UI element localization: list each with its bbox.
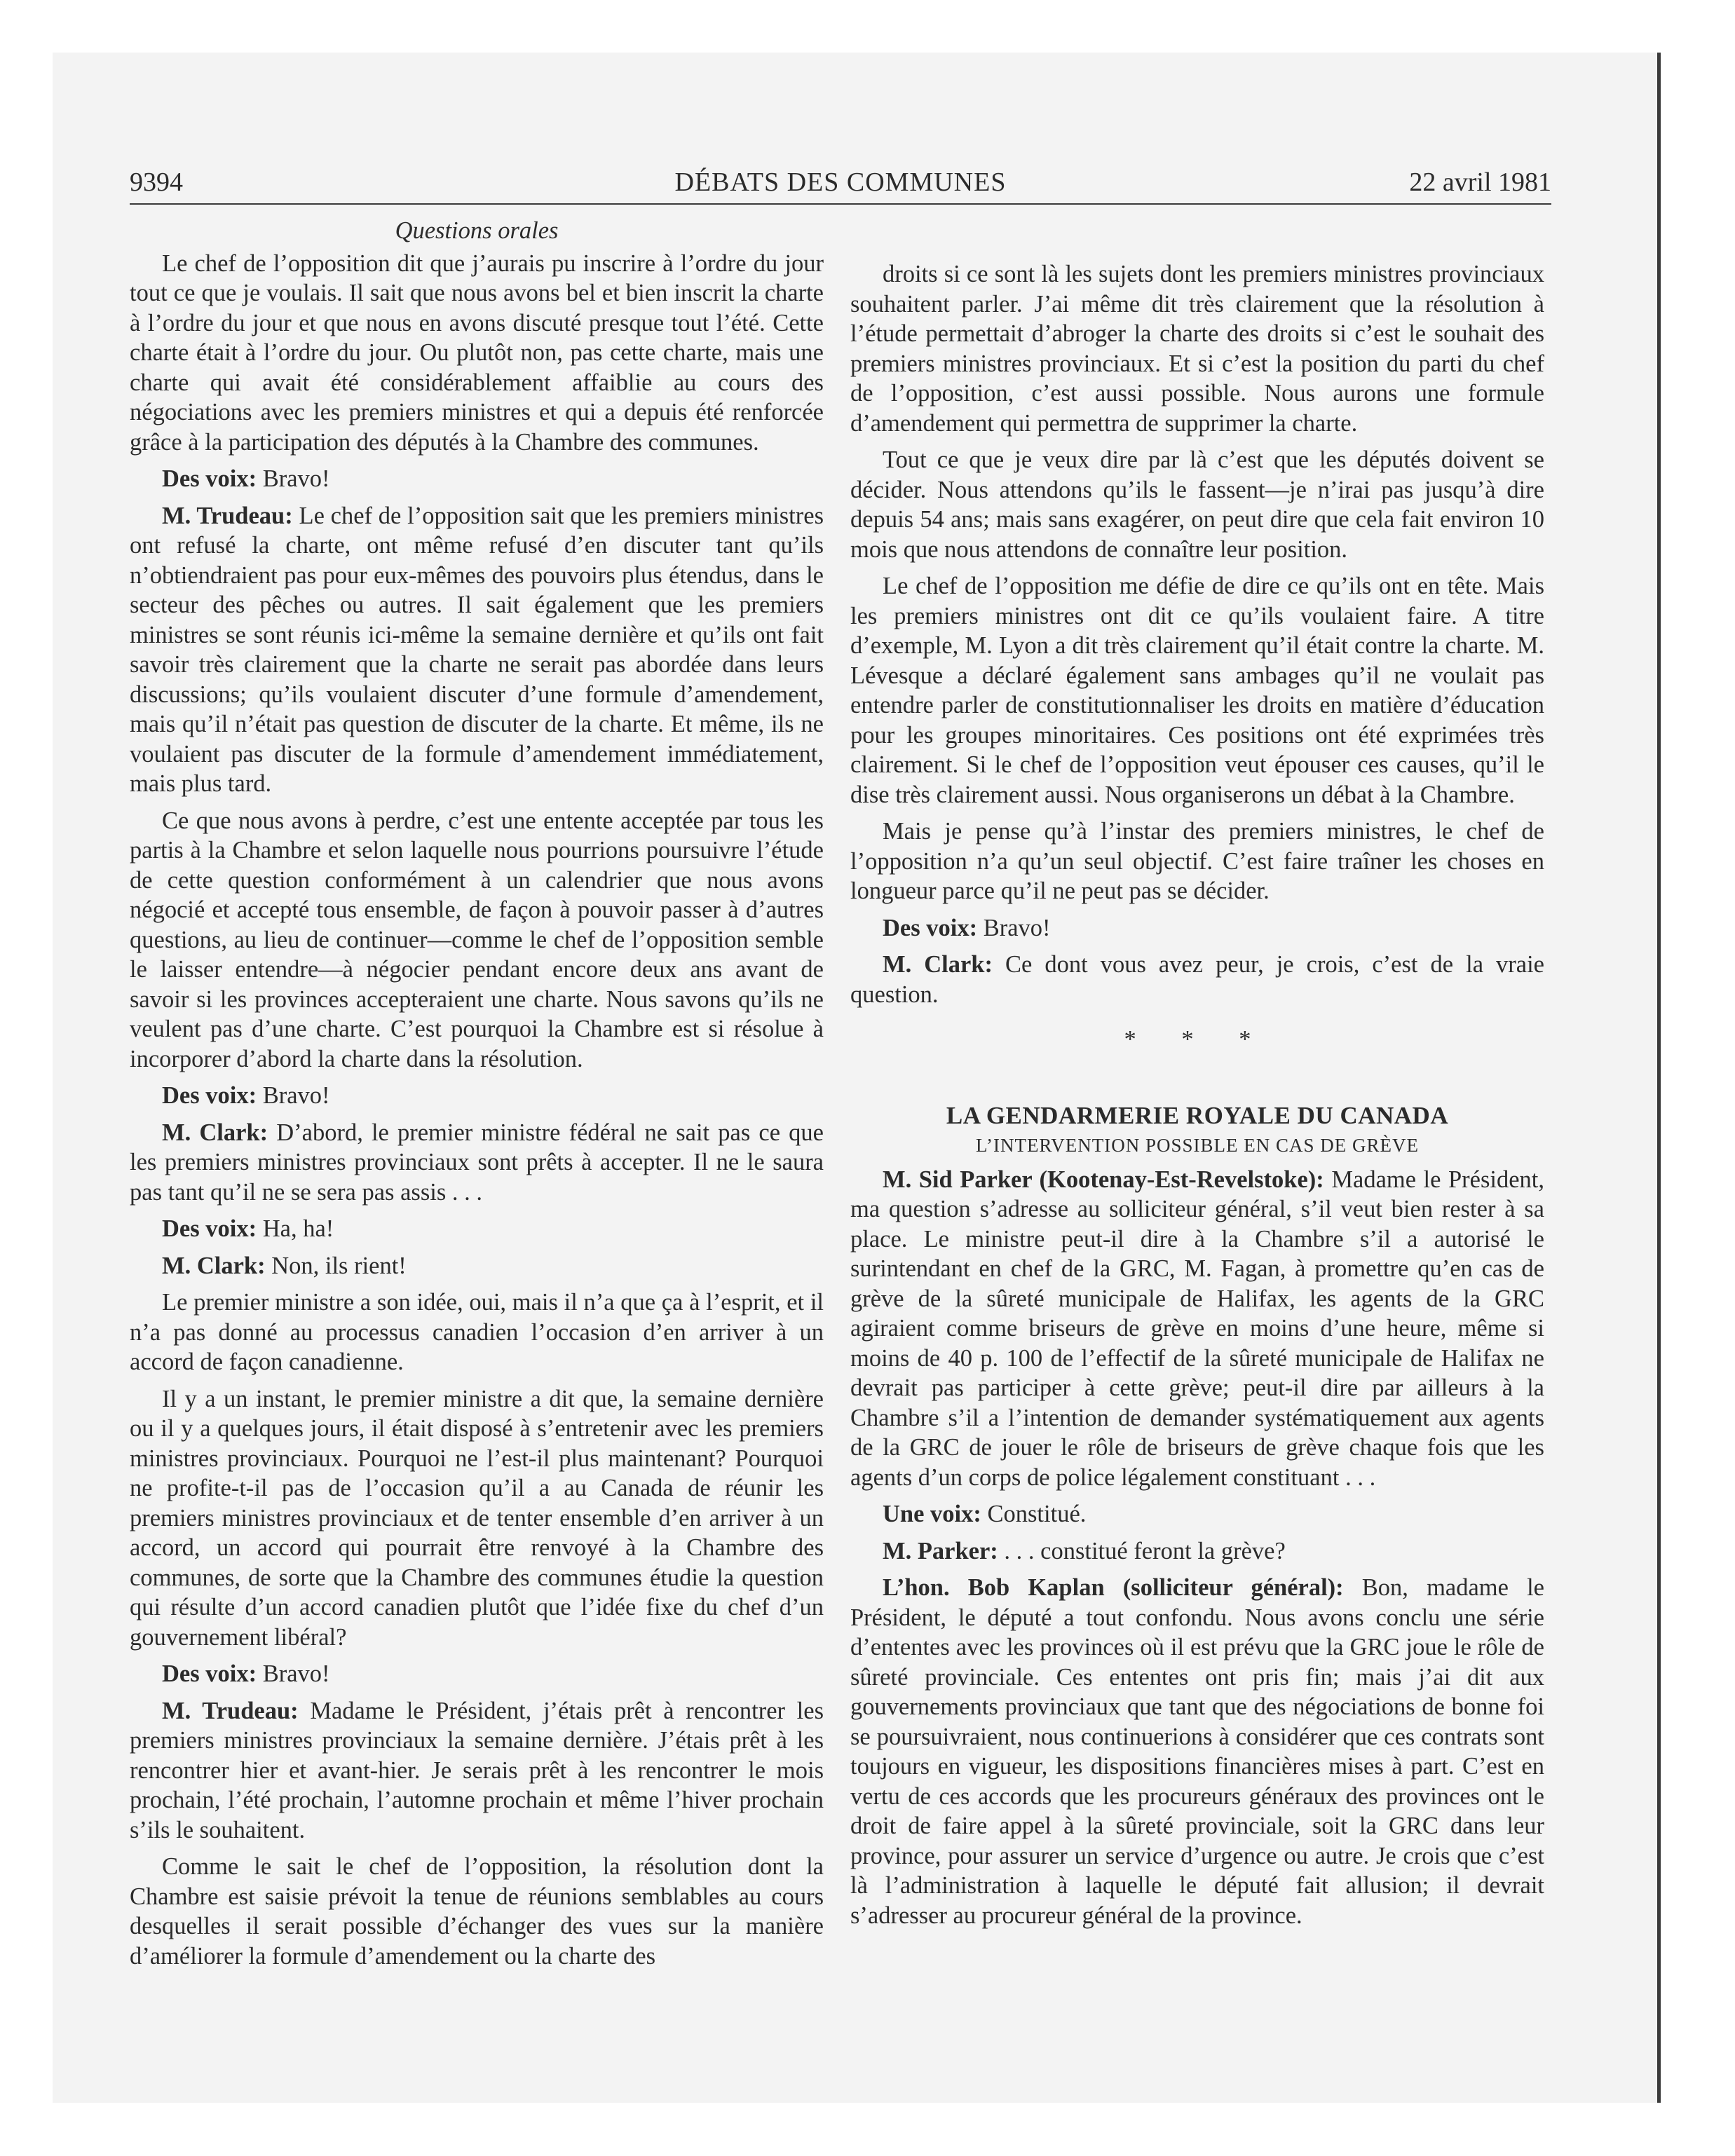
paragraph-text: Bon, madame le Président, le député a tout confondu. Nous avons conclu une série d’ententes avec les provinces où il est prévu que la GRC joue le rôle de sûreté provinciale. Ces ententes ont pris fin; mais j’ai dit aux gouvernements provinciaux que tant que des négociations de bonne foi se poursuivraient, nous continuerions à considérer que ces contrats sont toujours en vigueur, les dispositions financières mises à part. C’est en vertu de ces accords que les procureurs généraux des provinces ont le droit de faire appel à la sûreté provinciale, soit la GRC dans leur province, pour assurer un service d’urgence ou autre. Je crois que c’est là l’administration à laquelle le député fait allusion; il devrait s’adresser au procureur général de la province. xyxy=(850,1574,1544,1929)
paragraph xyxy=(850,950,1544,1009)
paragraph xyxy=(850,1499,1544,1529)
running-head: Questions orales xyxy=(395,217,559,244)
speaker-name: M. Sid Parker (Kootenay-Est-Revelstoke): xyxy=(883,1166,1324,1193)
paragraph-text: . . . constitué feront la grève? xyxy=(1004,1537,1286,1564)
paragraph-text: Ha, ha! xyxy=(262,1215,334,1242)
paragraph xyxy=(130,1384,824,1653)
section-separator: * * * xyxy=(1124,1026,1271,1053)
paragraph-text: droits si ce sont là les sujets dont les premiers ministres provinciaux souhaitent parler. J’ai même dit très clairement que la résolution à l’étude permettait d’abroger la charte des droits si c’est le souhait des premiers ministres provinciaux. Et si c’est la position du parti du chef de l’opposition, c’est aussi possible. Nous aurons une formule d’amendement qui permettra de supprimer la charte. xyxy=(850,261,1544,437)
paragraph xyxy=(130,249,824,458)
section-title: LA GENDARMERIE ROYALE DU CANADA xyxy=(946,1101,1449,1129)
left-column xyxy=(130,216,824,1978)
paragraph-text: Constitué. xyxy=(987,1501,1087,1527)
paragraph xyxy=(130,1696,824,1845)
header-rule xyxy=(130,203,1551,205)
paragraph-text: Le premier ministre a son idée, oui, mais il n’a que ça à l’esprit, et il n’a pas donné au processus canadien l’occasion d’en arriver à un accord de façon canadienne. xyxy=(130,1289,824,1375)
paragraph xyxy=(850,571,1544,810)
publication-title: DÉBATS DES COMMUNES xyxy=(674,168,1007,197)
paragraph xyxy=(130,1118,824,1208)
paragraph xyxy=(130,1081,824,1111)
section-subtitle: L’INTERVENTION POSSIBLE EN CAS DE GRÈVE xyxy=(975,1135,1420,1156)
speaker-name: M. Trudeau: xyxy=(162,1697,299,1724)
paragraph xyxy=(850,1165,1544,1493)
page-number: 9394 xyxy=(130,168,183,197)
paragraph-text: Mais je pense qu’à l’instar des premiers ministres, le chef de l’opposition n’a qu’un seul objectif. C’est faire traîner les choses en longueur parce qu’il ne peut pas se décider. xyxy=(850,818,1544,904)
publication-date: 22 avril 1981 xyxy=(1409,168,1551,197)
speaker-name: Une voix: xyxy=(883,1501,981,1527)
right-column xyxy=(850,259,1544,1937)
paragraph-text: Madame le Président, j’étais prêt à rencontrer les premiers ministres provinciaux la semaine dernière. J’étais prêt à les rencontrer hier et avant-hier. Je serais prêt à les rencontrer le mois prochain, l’été prochain, l’automne prochain et même l’hiver prochain s’ils le souhaitent. xyxy=(130,1697,824,1843)
page-header xyxy=(130,163,1551,202)
speaker-name: Des voix: xyxy=(162,1082,257,1109)
paragraph xyxy=(850,1573,1544,1930)
speaker-name: M. Clark: xyxy=(883,951,993,978)
paragraph xyxy=(130,1251,824,1281)
paragraph-text: Bravo! xyxy=(262,1082,330,1109)
paragraph-text: Tout ce que je veux dire par là c’est que les députés doivent se décider. Nous attendons qu’ils le fassent—je n’irai pas jusqu’à dire depuis 54 ans; mais sans exagérer, on peut dire que cela fait environ 10 mois que nous attendons de connaître leur position. xyxy=(850,446,1544,563)
paragraph xyxy=(130,1659,824,1689)
speaker-name: Des voix: xyxy=(162,465,257,492)
paragraph xyxy=(850,259,1544,438)
paragraph-text: Bravo! xyxy=(262,465,330,492)
speaker-name: Des voix: xyxy=(883,914,978,941)
right-column-top xyxy=(850,259,1544,1009)
paragraph-text: Bravo! xyxy=(983,914,1051,941)
left-column-body xyxy=(130,249,824,1972)
paragraph xyxy=(130,464,824,494)
speaker-name: M. Clark: xyxy=(162,1252,266,1279)
paragraph xyxy=(850,1536,1544,1567)
paragraph-text: Comme le sait le chef de l’opposition, la résolution dont la Chambre est saisie prévoit la tenue de réunions semblables au cours desquelles il serait possible d’échanger des vues sur la manière d’améliorer la formule d’amendement ou la charte des xyxy=(130,1853,824,1970)
paragraph-text: Il y a un instant, le premier ministre a dit que, la semaine dernière ou il y a quelques jours, il était disposé à s’entretenir avec les premiers ministres provinciaux. Pourquoi ne l’est-il plus maintenant? Pourquoi ne profite-t-il pas de l’occasion qu’il a au Canada de réunir les premiers ministres provinciaux et de tenter ensemble d’en arriver à un accord, un accord qui pourrait être renvoyé à la Chambre des communes, de sorte que la Chambre des communes étudie la question qui résulte d’un accord canadien plutôt que l’idée fixe du chef d’un gouvernement libéral? xyxy=(130,1385,824,1651)
paragraph xyxy=(850,817,1544,906)
paragraph xyxy=(130,806,824,1074)
paragraph-text: Le chef de l’opposition sait que les premiers ministres ont refusé la charte, ont même refusé d’en discuter tant qu’ils n’obtiendraient pas pour eux-mêmes des pouvoirs plus étendus, dans le secteur des pêches ou autres. Il sait également que les premiers ministres se sont réunis ici-même la semaine dernière et qu’ils ont fait savoir très clairement que la charte ne serait pas abordée dans leurs discussions; qu’ils voulaient discuter d’une formule d’amendement, mais qu’il n’était pas question de discuter de la charte. Et même, ils ne voulaient pas discuter de la formule d’amendement immédiatement, mais plus tard. xyxy=(130,502,824,797)
speaker-name: Des voix: xyxy=(162,1660,257,1687)
paragraph xyxy=(850,913,1544,943)
page-edge-rule xyxy=(1657,53,1661,2103)
paragraph-text: Le chef de l’opposition me défie de dire ce qu’ils ont en tête. Mais les premiers ministres ont dit ce qu’ils voulaient faire. A titre d’exemple, M. Lyon a dit très clairement qu’il était contre la charte. M. Lévesque a déclaré également sans ambages qu’il ne voulait pas entendre parler de constitutionnaliser les droits en matière d’éducation pour les groupes minoritaires. Ces positions ont été exprimées très clairement. Si le chef de l’opposition veut épouser ces causes, qu’il le dise très clairement aussi. Nous organiserons un débat à la Chambre. xyxy=(850,573,1544,808)
paragraph-text: Non, ils rient! xyxy=(271,1252,407,1279)
paragraph-text: Bravo! xyxy=(262,1660,330,1687)
speaker-name: M. Trudeau: xyxy=(162,502,293,529)
paragraph-text: Madame le Président, ma question s’adresse au solliciteur général, s’il veut bien rester à sa place. Le ministre peut-il dire à la Chambre s’il a autorisé le surintendant en chef de la GRC, M. Fagan, à promettre qu’en cas de grève de la sûreté municipale de Halifax, les agents de la GRC agiraient comme briseurs de grève en moins d’une heure, même si moins de 40 p. 100 de l’effectif de la sûreté municipale de Halifax ne devrait pas participer à cette grève; peut-il dire par ailleurs à la Chambre s’il a l’intention de demander systématiquement aux agents de la GRC de jouer le rôle de briseurs de grève chaque fois que les agents d’un corps de police légalement constituant . . . xyxy=(850,1166,1545,1491)
paragraph xyxy=(850,445,1544,564)
right-column-bottom xyxy=(850,1165,1544,1931)
speaker-name: M. Parker: xyxy=(883,1537,998,1564)
paragraph xyxy=(130,501,824,799)
paragraph-text: Le chef de l’opposition dit que j’aurais pu inscrire à l’ordre du jour tout ce que je voulais. Il sait que nous avons bel et bien inscrit la charte à l’ordre du jour et que nous en avons discuté presque tout l’été. Cette charte était à l’ordre du jour. Ou plutôt non, pas cette charte, mais une charte qui avait été considérablement affaiblie au cours des négociations avec les premiers ministres et qui a depuis été renforcée grâce à la participation des députés à la Chambre des communes. xyxy=(130,250,824,456)
speaker-name: M. Clark: xyxy=(162,1119,268,1146)
paragraph-text: Ce dont vous avez peur, je crois, c’est de la vraie question. xyxy=(850,951,1544,1008)
speaker-name: Des voix: xyxy=(162,1215,257,1242)
paragraph-text: Ce que nous avons à perdre, c’est une entente acceptée par tous les partis à la Chambre et selon laquelle nous pourrions poursuivre l’étude de cette question conformément à un calendrier que nous avons négocié et accepté tous ensemble, de façon à pouvoir passer à d’autres questions, au lieu de continuer—comme le chef de l’opposition semble le laisser entendre—à négocier pendant encore deux ans avant de savoir si les provinces accepteraient une charte. Nous savons qu’ils ne veulent pas d’une charte. C’est pourquoi la Chambre est si résolue à incorporer d’abord la charte dans la résolution. xyxy=(130,807,824,1072)
paragraph xyxy=(130,1214,824,1244)
paragraph-text: D’abord, le premier ministre fédéral ne sait pas ce que les premiers ministres provinciaux sont prêts à accepter. Il ne le saura pas tant qu’il ne se sera pas assis . . . xyxy=(130,1119,824,1206)
paragraph xyxy=(130,1288,824,1377)
speaker-name: L’hon. Bob Kaplan (solliciteur général): xyxy=(883,1574,1344,1601)
paragraph xyxy=(130,1852,824,1971)
